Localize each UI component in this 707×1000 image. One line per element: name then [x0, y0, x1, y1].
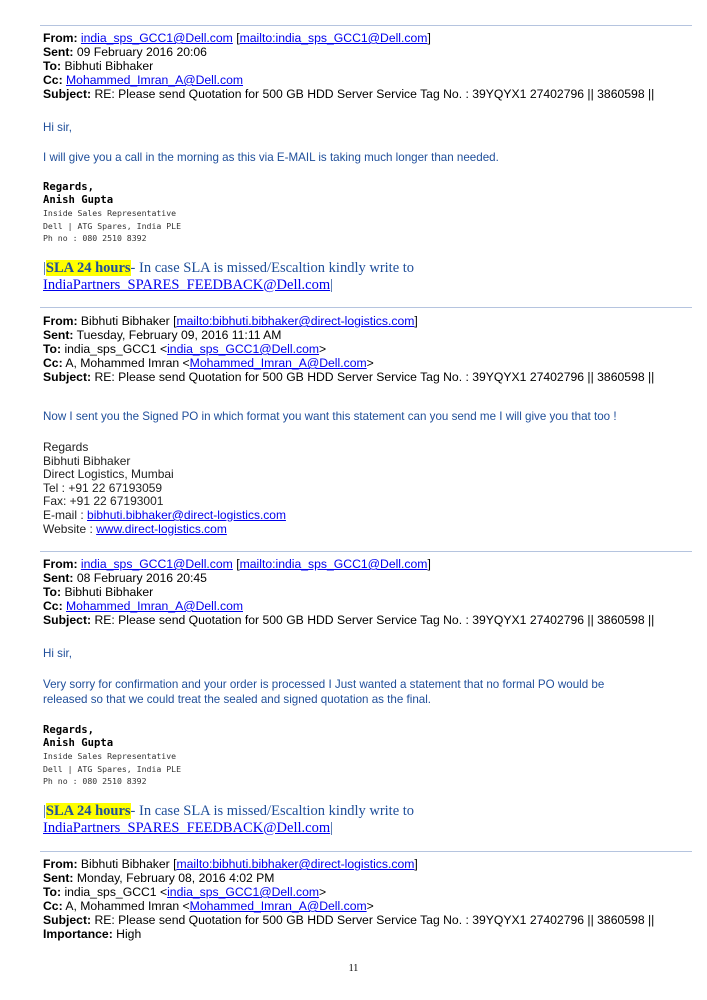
- sla-bar: |: [43, 260, 46, 276]
- signature-role: Inside Sales Representative: [43, 751, 177, 761]
- signature-dell-1: [43, 181, 683, 245]
- sent-value: 08 February 2016 20:45: [76, 571, 207, 585]
- regards-text: Regards,: [43, 181, 95, 193]
- cc-name: A, Mohammed Imran: [65, 356, 180, 370]
- sent-value: Monday, February 08, 2016 4:02 PM: [76, 871, 275, 885]
- from-email-link[interactable]: india_sps_GCC1@Dell.com: [80, 31, 233, 45]
- email-header-1: From: india_sps_GCC1@Dell.com [mailto:india_sps_GCC1@Dell.com] Sent: 09 February 2016 20:06 To: Bibhuti Bibhaker Cc: Mohammed_Imran_A@Dell.com Subject: RE: Please send Quotation for 500 GB HDD Server Service Tag No. : 39YQYX1 27402796 || 3860598 ||: [43, 31, 655, 101]
- sent-label: Sent:: [43, 328, 74, 342]
- cc-label: Cc:: [43, 73, 63, 87]
- cc-label: Cc:: [43, 899, 63, 913]
- cc-email-link[interactable]: Mohammed_Imran_A@Dell.com: [66, 599, 243, 613]
- email-body-line: Very sorry for confirmation and your order is processed I Just wanted a statement that no formal PO would be: [43, 678, 605, 691]
- subject-value: RE: Please send Quotation for 500 GB HDD Server Service Tag No. : 39YQYX1 27402796 || 3860598 ||: [94, 370, 655, 384]
- sla-bar: |: [330, 276, 334, 293]
- from-email-link[interactable]: india_sps_GCC1@Dell.com: [80, 557, 233, 571]
- cc-label: Cc:: [43, 356, 63, 370]
- to-name: india_sps_GCC1: [64, 885, 157, 899]
- signature-role: Inside Sales Representative: [43, 208, 177, 218]
- from-name: Bibhuti Bibhaker: [80, 314, 170, 328]
- email-label: E-mail :: [43, 507, 88, 522]
- subject-label: Subject:: [43, 613, 92, 627]
- signature-phone: Ph no : 080 2510 8392: [43, 233, 147, 243]
- importance-value: High: [116, 927, 142, 941]
- from-label: From:: [43, 314, 78, 328]
- to-label: To:: [43, 342, 62, 356]
- to-value: Bibhuti Bibhaker: [64, 59, 154, 73]
- signature-line: Direct Logistics, Mumbai: [43, 467, 174, 482]
- signature-dell-2: [43, 724, 683, 788]
- sla-text: - In case SLA is missed/Escaltion kindly write to: [130, 260, 415, 276]
- sla-notice-2: [43, 803, 683, 836]
- cc-name: A, Mohammed Imran: [65, 899, 180, 913]
- sent-label: Sent:: [43, 571, 74, 585]
- separator-rule: [40, 551, 692, 552]
- subject-label: Subject:: [43, 370, 92, 384]
- signature-name: Anish Gupta: [43, 737, 114, 749]
- regards-text: Regards,: [43, 724, 95, 736]
- feedback-email-link[interactable]: IndiaPartners_SPARES_FEEDBACK@Dell.com: [43, 819, 331, 836]
- separator-rule: [40, 851, 692, 852]
- sent-value: 09 February 2016 20:06: [76, 45, 207, 59]
- email-body: Now I sent you the Signed PO in which format you want this statement can you send me I will give you that too !: [43, 410, 617, 423]
- to-label: To:: [43, 885, 62, 899]
- page-number: 11: [348, 963, 359, 974]
- sent-value: Tuesday, February 09, 2016 11:11 AM: [76, 328, 282, 342]
- signature-line: Bibhuti Bibhaker: [43, 453, 131, 468]
- signature-line: Tel : +91 22 67193059: [43, 480, 163, 495]
- greeting: Hi sir,: [43, 647, 72, 660]
- website-label: Website :: [43, 521, 97, 536]
- to-value: Bibhuti Bibhaker: [64, 585, 154, 599]
- email-header-3: From: india_sps_GCC1@Dell.com [mailto:india_sps_GCC1@Dell.com] Sent: 08 February 2016 20:45 To: Bibhuti Bibhaker Cc: Mohammed_Imran_A@Dell.com Subject: RE: Please send Quotation for 500 GB HDD Server Service Tag No. : 39YQYX1 27402796 || 3860598 ||: [43, 557, 655, 627]
- from-name: Bibhuti Bibhaker: [80, 857, 170, 871]
- sent-label: Sent:: [43, 45, 74, 59]
- sla-bar: |: [330, 819, 334, 836]
- sla-notice-1: [43, 260, 683, 293]
- sla-highlight: SLA 24 hours: [45, 803, 131, 819]
- from-label: From:: [43, 857, 78, 871]
- from-mailto-link[interactable]: mailto:india_sps_GCC1@Dell.com: [239, 557, 428, 571]
- sla-highlight: SLA 24 hours: [45, 260, 131, 276]
- email-header-4: From: Bibhuti Bibhaker [mailto:bibhuti.bibhaker@direct-logistics.com] Sent: Monday, February 08, 2016 4:02 PM To: india_sps_GCC1 <india_sps_GCC1@Dell.com> Cc: A, Mohammed Imran <Mohammed_Imran_A@Dell.com> Subject: RE: Please send Quotation for 500 GB HDD Server Service Tag No. : 39YQYX1 27402796 || 3860598 || Importance: High: [43, 857, 655, 941]
- to-email-link[interactable]: india_sps_GCC1@Dell.com: [167, 342, 320, 356]
- separator-rule: [40, 25, 692, 26]
- sla-bar: |: [43, 803, 46, 819]
- importance-label: Importance:: [43, 927, 113, 941]
- feedback-email-link[interactable]: IndiaPartners_SPARES_FEEDBACK@Dell.com: [43, 276, 331, 293]
- sla-text: - In case SLA is missed/Escaltion kindly write to: [130, 803, 415, 819]
- cc-email-link[interactable]: Mohammed_Imran_A@Dell.com: [189, 356, 367, 370]
- to-label: To:: [43, 585, 62, 599]
- signature-name: Anish Gupta: [43, 194, 114, 206]
- from-mailto-link[interactable]: mailto:bibhuti.bibhaker@direct-logistics.com: [176, 314, 415, 328]
- email-header-2: From: Bibhuti Bibhaker [mailto:bibhuti.bibhaker@direct-logistics.com] Sent: Tuesday, February 09, 2016 11:11 AM To: india_sps_GCC1 <india_sps_GCC1@Dell.com> Cc: A, Mohammed Imran <Mohammed_Imran_A@Dell.com> Subject: RE: Please send Quotation for 500 GB HDD Server Service Tag No. : 39YQYX1 27402796 || 3860598 ||: [43, 314, 655, 384]
- from-label: From:: [43, 31, 78, 45]
- subject-value: RE: Please send Quotation for 500 GB HDD Server Service Tag No. : 39YQYX1 27402796 || 3860598 ||: [94, 87, 655, 101]
- email-body: [43, 677, 683, 707]
- separator-rule: [40, 307, 692, 308]
- signature-phone: Ph no : 080 2510 8392: [43, 776, 147, 786]
- cc-email-link[interactable]: Mohammed_Imran_A@Dell.com: [189, 899, 367, 913]
- website-link[interactable]: www.direct-logistics.com: [96, 521, 227, 536]
- sent-label: Sent:: [43, 871, 74, 885]
- cc-email-link[interactable]: Mohammed_Imran_A@Dell.com: [66, 73, 243, 87]
- signature-line: Fax: +91 22 67193001: [43, 494, 164, 509]
- signature-direct-logistics: [43, 441, 683, 536]
- signature-line: Regards: [43, 440, 89, 454]
- signature-org: Dell | ATG Spares, India PLE: [43, 220, 182, 231]
- to-label: To:: [43, 59, 62, 73]
- from-mailto-link[interactable]: mailto:india_sps_GCC1@Dell.com: [239, 31, 428, 45]
- email-body-line: released so that we could treat the sealed and signed quotation as the final.: [43, 693, 432, 706]
- to-name: india_sps_GCC1: [64, 342, 157, 356]
- greeting: Hi sir,: [43, 121, 72, 134]
- signature-org: Dell | ATG Spares, India PLE: [43, 763, 182, 774]
- subject-value: RE: Please send Quotation for 500 GB HDD Server Service Tag No. : 39YQYX1 27402796 || 3860598 ||: [94, 913, 655, 927]
- to-email-link[interactable]: india_sps_GCC1@Dell.com: [167, 885, 320, 899]
- signature-email-link[interactable]: bibhuti.bibhaker@direct-logistics.com: [87, 507, 286, 522]
- subject-value: RE: Please send Quotation for 500 GB HDD Server Service Tag No. : 39YQYX1 27402796 || 3860598 ||: [94, 613, 655, 627]
- from-label: From:: [43, 557, 78, 571]
- email-body: I will give you a call in the morning as this via E-MAIL is taking much longer than needed.: [43, 151, 499, 164]
- subject-label: Subject:: [43, 87, 92, 101]
- from-mailto-link[interactable]: mailto:bibhuti.bibhaker@direct-logistics.com: [176, 857, 415, 871]
- subject-label: Subject:: [43, 913, 92, 927]
- cc-label: Cc:: [43, 599, 63, 613]
